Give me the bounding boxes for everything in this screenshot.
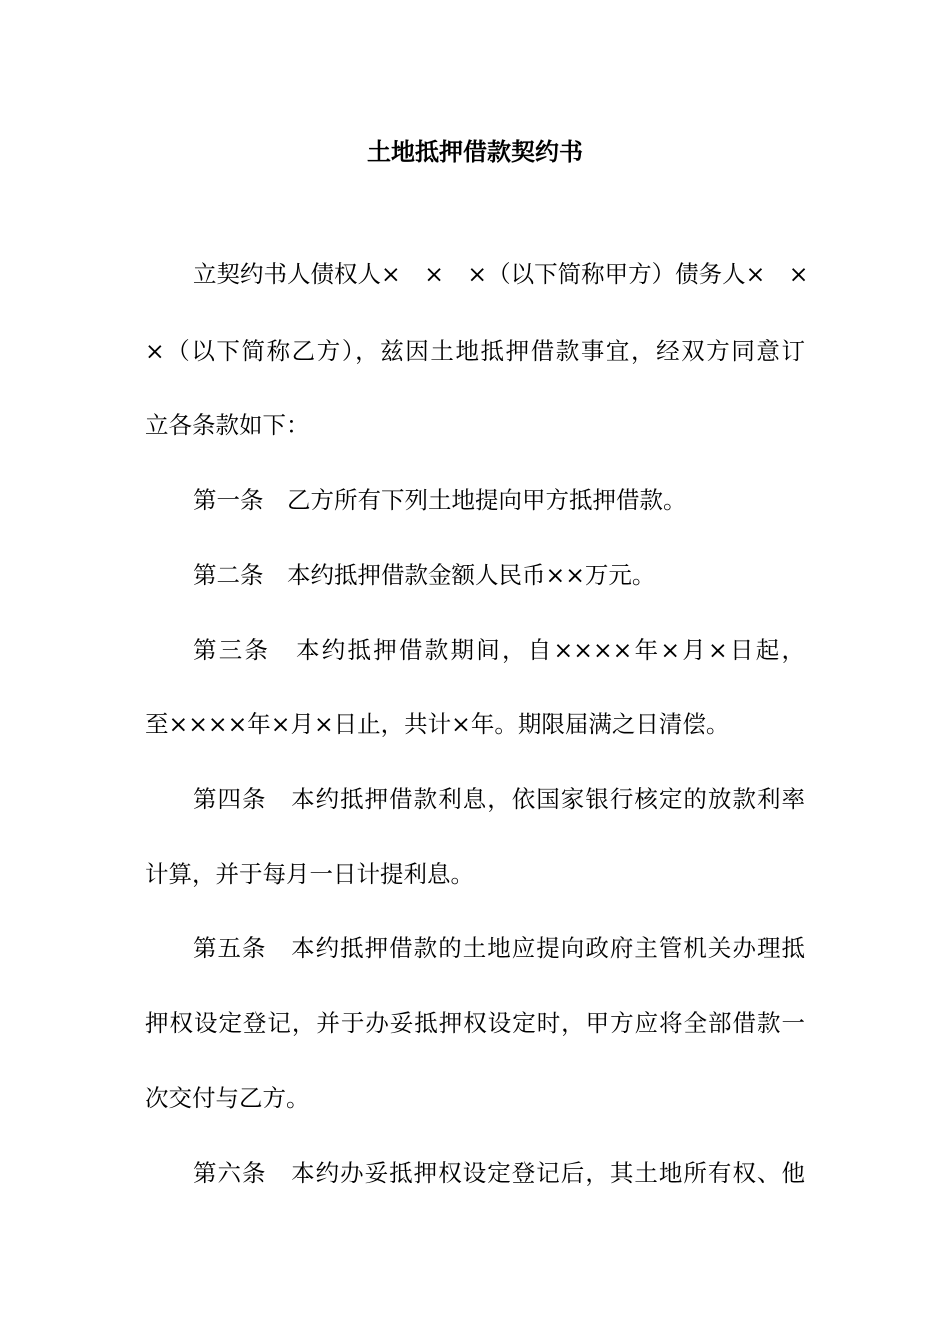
document-title: 土地抵押借款契约书: [367, 137, 583, 166]
preamble-line-1: 立契约书人债权人× × ×（以下简称甲方）债务人× ×: [193, 260, 809, 288]
article-1-line-1: 第一条 乙方所有下列土地提向甲方抵押借款。: [193, 486, 687, 514]
article-2-line-1: 第二条 本约抵押借款金额人民币××万元。: [193, 561, 656, 589]
article-3-line-2: 至××××年×月×日止，共计×年。期限届满之日清偿。: [145, 710, 730, 738]
preamble-line-3: 立各条款如下：: [145, 411, 310, 439]
article-5-line-1: 第五条 本约抵押借款的土地应提向政府主管机关办理抵: [193, 934, 805, 962]
article-3-line-1: 第三条 本约抵押借款期间，自××××年×月×日起，: [193, 636, 805, 664]
article-4-line-1: 第四条 本约抵押借款利息，依国家银行核定的放款利率: [193, 785, 805, 813]
article-5-line-2: 押权设定登记，并于办妥抵押权设定时，甲方应将全部借款一: [145, 1009, 805, 1037]
article-6-line-1: 第六条 本约办妥抵押权设定登记后，其土地所有权、他: [193, 1159, 805, 1187]
article-5-line-3: 次交付与乙方。: [145, 1084, 310, 1112]
article-4-line-2: 计算，并于每月一日计提利息。: [145, 860, 474, 888]
preamble-line-2: ×（以下简称乙方），兹因土地抵押借款事宜，经双方同意订: [145, 337, 805, 365]
